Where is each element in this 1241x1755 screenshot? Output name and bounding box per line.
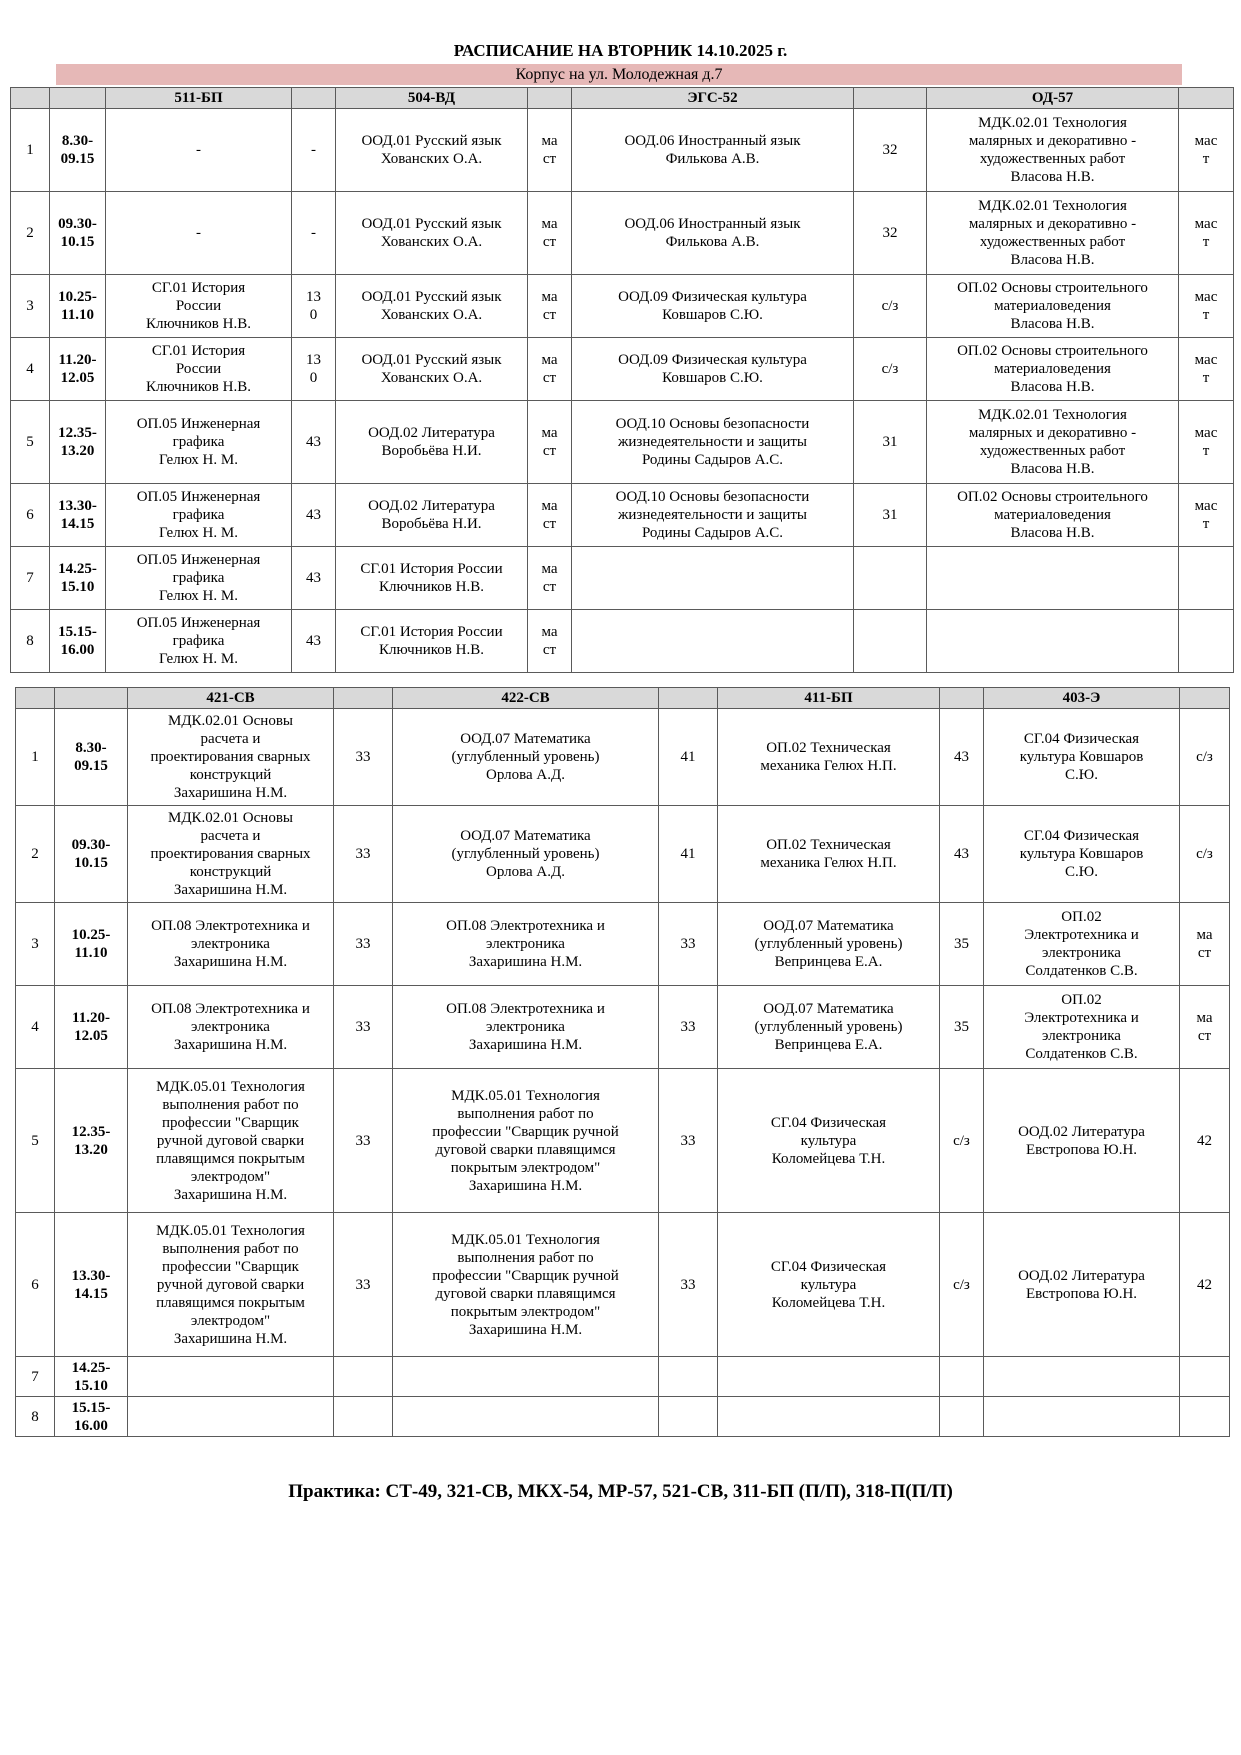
- lesson-number: 6: [16, 1213, 55, 1357]
- page-title: РАСПИСАНИЕ НА ВТОРНИК 14.10.2025 г.: [453, 41, 788, 60]
- lesson-room: ма ст: [528, 275, 572, 338]
- lesson-room: [1179, 610, 1234, 673]
- lesson-room: 43: [292, 484, 336, 547]
- header-blank: [11, 88, 50, 109]
- lesson-room: мас т: [1179, 192, 1234, 275]
- lesson-room: [940, 1397, 984, 1437]
- lesson-subject: СГ.04 Физическая культура Коломейцева Т.Н.: [718, 1069, 940, 1213]
- lesson-subject: ОП.02 Техническая механика Гелюх Н.П.: [718, 709, 940, 806]
- lesson-room: ма ст: [528, 610, 572, 673]
- lesson-room: 35: [940, 903, 984, 986]
- lesson-room: 31: [854, 484, 927, 547]
- group-header: 421-СВ: [128, 688, 334, 709]
- lesson-room: 33: [659, 1069, 718, 1213]
- lesson-subject: [927, 547, 1179, 610]
- header-blank: [528, 88, 572, 109]
- building-banner: Корпус на ул. Молодежная д.7: [56, 64, 1182, 85]
- lesson-room: 43: [940, 806, 984, 903]
- lesson-room: 33: [334, 986, 393, 1069]
- lesson-room: мас т: [1179, 338, 1234, 401]
- lesson-subject: ОП.08 Электротехника и электроника Захаришина Н.М.: [393, 986, 659, 1069]
- lesson-room: 42: [1180, 1213, 1230, 1357]
- group-header: 504-ВД: [336, 88, 528, 109]
- lesson-time: 09.30- 10.15: [55, 806, 128, 903]
- lesson-subject: ООД.01 Русский язык Хованских О.А.: [336, 275, 528, 338]
- header-blank: [1179, 88, 1234, 109]
- lesson-subject: ООД.06 Иностранный язык Филькова А.В.: [572, 109, 854, 192]
- header-blank: [50, 88, 106, 109]
- lesson-room: 13 0: [292, 275, 336, 338]
- lesson-time: 13.30- 14.15: [50, 484, 106, 547]
- lesson-time: 12.35- 13.20: [50, 401, 106, 484]
- lesson-subject: ООД.02 Литература Воробьёва Н.И.: [336, 484, 528, 547]
- lesson-subject: ОП.08 Электротехника и электроника Захаришина Н.М.: [128, 903, 334, 986]
- lesson-subject: ОП.05 Инженерная графика Гелюх Н. М.: [106, 547, 292, 610]
- lesson-subject: [984, 1357, 1180, 1397]
- lesson-subject: ОП.02 Основы строительного материаловедения Власова Н.В.: [927, 338, 1179, 401]
- lesson-time: 15.15- 16.00: [50, 610, 106, 673]
- lesson-subject: МДК.05.01 Технология выполнения работ по профессии "Сварщик ручной дуговой сварки плавящимся покрытым электродом" Захаришина Н.М.: [393, 1069, 659, 1213]
- lesson-subject: ООД.07 Математика (углубленный уровень) Вепринцева Е.А.: [718, 903, 940, 986]
- lesson-room: ма ст: [528, 484, 572, 547]
- lesson-subject: СГ.01 История России Ключников Н.В.: [336, 547, 528, 610]
- table-row: [16, 1069, 1230, 1213]
- lesson-number: 3: [11, 275, 50, 338]
- lesson-time: 8.30- 09.15: [50, 109, 106, 192]
- header-row: [16, 688, 1230, 709]
- header-blank: [16, 688, 55, 709]
- table-row: [11, 192, 1234, 275]
- header-blank: [659, 688, 718, 709]
- table-row: [11, 547, 1234, 610]
- lesson-subject: ООД.02 Литература Евстропова Ю.Н.: [984, 1213, 1180, 1357]
- lesson-room: 33: [334, 709, 393, 806]
- lesson-number: 5: [11, 401, 50, 484]
- lesson-subject: ОП.05 Инженерная графика Гелюх Н. М.: [106, 401, 292, 484]
- lesson-subject: ООД.06 Иностранный язык Филькова А.В.: [572, 192, 854, 275]
- lesson-subject: МДК.05.01 Технология выполнения работ по профессии "Сварщик ручной дуговой сварки плавящимся покрытым электродом" Захаришина Н.М.: [393, 1213, 659, 1357]
- table-row: [16, 903, 1230, 986]
- lesson-room: 33: [659, 1213, 718, 1357]
- lesson-subject: [128, 1397, 334, 1437]
- lesson-subject: ОП.02 Электротехника и электроника Солдатенков С.В.: [984, 903, 1180, 986]
- lesson-subject: ООД.01 Русский язык Хованских О.А.: [336, 338, 528, 401]
- lesson-subject: ООД.07 Математика (углубленный уровень) Вепринцева Е.А.: [718, 986, 940, 1069]
- lesson-subject: [393, 1397, 659, 1437]
- lesson-time: 8.30- 09.15: [55, 709, 128, 806]
- lesson-subject: [984, 1397, 1180, 1437]
- lesson-subject: [927, 610, 1179, 673]
- lesson-room: с/з: [940, 1213, 984, 1357]
- lesson-number: 5: [16, 1069, 55, 1213]
- lesson-room: мас т: [1179, 401, 1234, 484]
- lesson-subject: [718, 1397, 940, 1437]
- lesson-room: [940, 1357, 984, 1397]
- lesson-number: 7: [16, 1357, 55, 1397]
- lesson-room: [1179, 547, 1234, 610]
- lesson-subject: МДК.02.01 Технология малярных и декоративно - художественных работ Власова Н.В.: [927, 401, 1179, 484]
- lesson-time: 10.25- 11.10: [55, 903, 128, 986]
- lesson-subject: ООД.02 Литература Евстропова Ю.Н.: [984, 1069, 1180, 1213]
- lesson-subject: [572, 547, 854, 610]
- lesson-subject: СГ.01 История России Ключников Н.В.: [106, 338, 292, 401]
- lesson-room: 35: [940, 986, 984, 1069]
- header-blank: [292, 88, 336, 109]
- lesson-room: 33: [334, 1069, 393, 1213]
- lesson-number: 1: [11, 109, 50, 192]
- table-row: [11, 484, 1234, 547]
- lesson-number: 4: [16, 986, 55, 1069]
- lesson-subject: СГ.04 Физическая культура Коломейцева Т.Н.: [718, 1213, 940, 1357]
- lesson-room: [1180, 1357, 1230, 1397]
- lesson-room: с/з: [854, 275, 927, 338]
- lesson-subject: ООД.09 Физическая культура Ковшаров С.Ю.: [572, 338, 854, 401]
- practice-note: Практика: СТ-49, 321-СВ, МКХ-54, МР-57, 521-СВ, 311-БП (П/П), 318-П(П/П): [288, 1481, 953, 1502]
- schedule-table-2: [15, 687, 1230, 1437]
- lesson-room: с/з: [940, 1069, 984, 1213]
- header-row: [11, 88, 1234, 109]
- lesson-room: [659, 1397, 718, 1437]
- lesson-number: 3: [16, 903, 55, 986]
- lesson-subject: СГ.01 История России Ключников Н.В.: [336, 610, 528, 673]
- lesson-number: 2: [11, 192, 50, 275]
- lesson-time: 13.30- 14.15: [55, 1213, 128, 1357]
- lesson-room: 42: [1180, 1069, 1230, 1213]
- lesson-room: 32: [854, 192, 927, 275]
- lesson-room: 33: [334, 903, 393, 986]
- group-header: ЭГС-52: [572, 88, 854, 109]
- header-blank: [854, 88, 927, 109]
- lesson-subject: ОП.08 Электротехника и электроника Захаришина Н.М.: [393, 903, 659, 986]
- header-blank: [334, 688, 393, 709]
- lesson-subject: ОП.05 Инженерная графика Гелюх Н. М.: [106, 484, 292, 547]
- lesson-subject: [718, 1357, 940, 1397]
- lesson-room: 43: [292, 547, 336, 610]
- lesson-subject: МДК.05.01 Технология выполнения работ по профессии "Сварщик ручной дуговой сварки плавящимся покрытым электродом" Захаришина Н.М.: [128, 1213, 334, 1357]
- group-header: ОД-57: [927, 88, 1179, 109]
- lesson-number: 8: [16, 1397, 55, 1437]
- lesson-room: 33: [659, 986, 718, 1069]
- lesson-subject: -: [106, 192, 292, 275]
- lesson-room: 33: [334, 806, 393, 903]
- lesson-subject: ООД.07 Математика (углубленный уровень) Орлова А.Д.: [393, 806, 659, 903]
- lesson-room: 31: [854, 401, 927, 484]
- lesson-time: 14.25- 15.10: [55, 1357, 128, 1397]
- lesson-room: -: [292, 192, 336, 275]
- group-header: 511-БП: [106, 88, 292, 109]
- lesson-room: [659, 1357, 718, 1397]
- lesson-subject: ООД.10 Основы безопасности жизнедеятельности и защиты Родины Садыров А.С.: [572, 401, 854, 484]
- lesson-subject: ООД.01 Русский язык Хованских О.А.: [336, 192, 528, 275]
- lesson-room: 33: [334, 1213, 393, 1357]
- table-row: [16, 1397, 1230, 1437]
- lesson-room: [334, 1397, 393, 1437]
- lesson-number: 4: [11, 338, 50, 401]
- lesson-room: ма ст: [528, 192, 572, 275]
- table-row: [16, 806, 1230, 903]
- header-blank: [55, 688, 128, 709]
- table-row: [11, 338, 1234, 401]
- table-row: [11, 109, 1234, 192]
- lesson-time: 14.25- 15.10: [50, 547, 106, 610]
- lesson-subject: [393, 1357, 659, 1397]
- table-row: [11, 610, 1234, 673]
- lesson-room: 41: [659, 709, 718, 806]
- lesson-room: 33: [659, 903, 718, 986]
- lesson-room: -: [292, 109, 336, 192]
- table-row: [11, 275, 1234, 338]
- table-row: [16, 986, 1230, 1069]
- lesson-subject: МДК.02.01 Технология малярных и декоративно - художественных работ Власова Н.В.: [927, 109, 1179, 192]
- lesson-subject: ООД.01 Русский язык Хованских О.А.: [336, 109, 528, 192]
- lesson-number: 8: [11, 610, 50, 673]
- lesson-room: [1180, 1397, 1230, 1437]
- lesson-room: ма ст: [1180, 986, 1230, 1069]
- lesson-subject: [572, 610, 854, 673]
- lesson-room: ма ст: [528, 401, 572, 484]
- lesson-subject: СГ.04 Физическая культура Ковшаров С.Ю.: [984, 709, 1180, 806]
- schedule-table-1: [10, 87, 1234, 673]
- lesson-room: ма ст: [528, 547, 572, 610]
- lesson-subject: ОП.05 Инженерная графика Гелюх Н. М.: [106, 610, 292, 673]
- lesson-room: с/з: [854, 338, 927, 401]
- lesson-room: [854, 547, 927, 610]
- lesson-subject: ООД.07 Математика (углубленный уровень) Орлова А.Д.: [393, 709, 659, 806]
- lesson-room: 43: [292, 610, 336, 673]
- lesson-subject: МДК.02.01 Основы расчета и проектирования сварных конструкций Захаришина Н.М.: [128, 709, 334, 806]
- lesson-subject: МДК.02.01 Основы расчета и проектирования сварных конструкций Захаришина Н.М.: [128, 806, 334, 903]
- lesson-subject: ОП.02 Техническая механика Гелюх Н.П.: [718, 806, 940, 903]
- lesson-room: мас т: [1179, 275, 1234, 338]
- lesson-subject: ООД.10 Основы безопасности жизнедеятельности и защиты Родины Садыров А.С.: [572, 484, 854, 547]
- lesson-room: 43: [940, 709, 984, 806]
- lesson-room: ма ст: [1180, 903, 1230, 986]
- lesson-room: 32: [854, 109, 927, 192]
- lesson-number: 6: [11, 484, 50, 547]
- group-header: 403-Э: [984, 688, 1180, 709]
- lesson-subject: СГ.01 История России Ключников Н.В.: [106, 275, 292, 338]
- lesson-time: 11.20- 12.05: [55, 986, 128, 1069]
- lesson-room: ма ст: [528, 109, 572, 192]
- lesson-subject: ОП.02 Электротехника и электроника Солдатенков С.В.: [984, 986, 1180, 1069]
- lesson-time: 15.15- 16.00: [55, 1397, 128, 1437]
- table-row: [11, 401, 1234, 484]
- lesson-time: 10.25- 11.10: [50, 275, 106, 338]
- lesson-time: 12.35- 13.20: [55, 1069, 128, 1213]
- lesson-subject: ООД.09 Физическая культура Ковшаров С.Ю.: [572, 275, 854, 338]
- lesson-number: 7: [11, 547, 50, 610]
- lesson-subject: [128, 1357, 334, 1397]
- lesson-subject: ОП.08 Электротехника и электроника Захаришина Н.М.: [128, 986, 334, 1069]
- lesson-subject: МДК.05.01 Технология выполнения работ по профессии "Сварщик ручной дуговой сварки плавящимся покрытым электродом" Захаришина Н.М.: [128, 1069, 334, 1213]
- lesson-room: мас т: [1179, 109, 1234, 192]
- lesson-subject: ОП.02 Основы строительного материаловедения Власова Н.В.: [927, 484, 1179, 547]
- lesson-number: 1: [16, 709, 55, 806]
- lesson-number: 2: [16, 806, 55, 903]
- lesson-subject: СГ.04 Физическая культура Ковшаров С.Ю.: [984, 806, 1180, 903]
- lesson-time: 11.20- 12.05: [50, 338, 106, 401]
- lesson-room: с/з: [1180, 709, 1230, 806]
- lesson-room: 43: [292, 401, 336, 484]
- lesson-subject: ОП.02 Основы строительного материаловедения Власова Н.В.: [927, 275, 1179, 338]
- lesson-subject: ООД.02 Литература Воробьёва Н.И.: [336, 401, 528, 484]
- group-header: 422-СВ: [393, 688, 659, 709]
- table-row: [16, 1213, 1230, 1357]
- header-blank: [1180, 688, 1230, 709]
- lesson-room: [334, 1357, 393, 1397]
- table-row: [16, 1357, 1230, 1397]
- group-header: 411-БП: [718, 688, 940, 709]
- header-blank: [940, 688, 984, 709]
- lesson-room: [854, 610, 927, 673]
- lesson-subject: -: [106, 109, 292, 192]
- lesson-room: с/з: [1180, 806, 1230, 903]
- lesson-room: 13 0: [292, 338, 336, 401]
- lesson-room: ма ст: [528, 338, 572, 401]
- lesson-time: 09.30- 10.15: [50, 192, 106, 275]
- lesson-subject: МДК.02.01 Технология малярных и декоративно - художественных работ Власова Н.В.: [927, 192, 1179, 275]
- lesson-room: мас т: [1179, 484, 1234, 547]
- lesson-room: 41: [659, 806, 718, 903]
- table-row: [16, 709, 1230, 806]
